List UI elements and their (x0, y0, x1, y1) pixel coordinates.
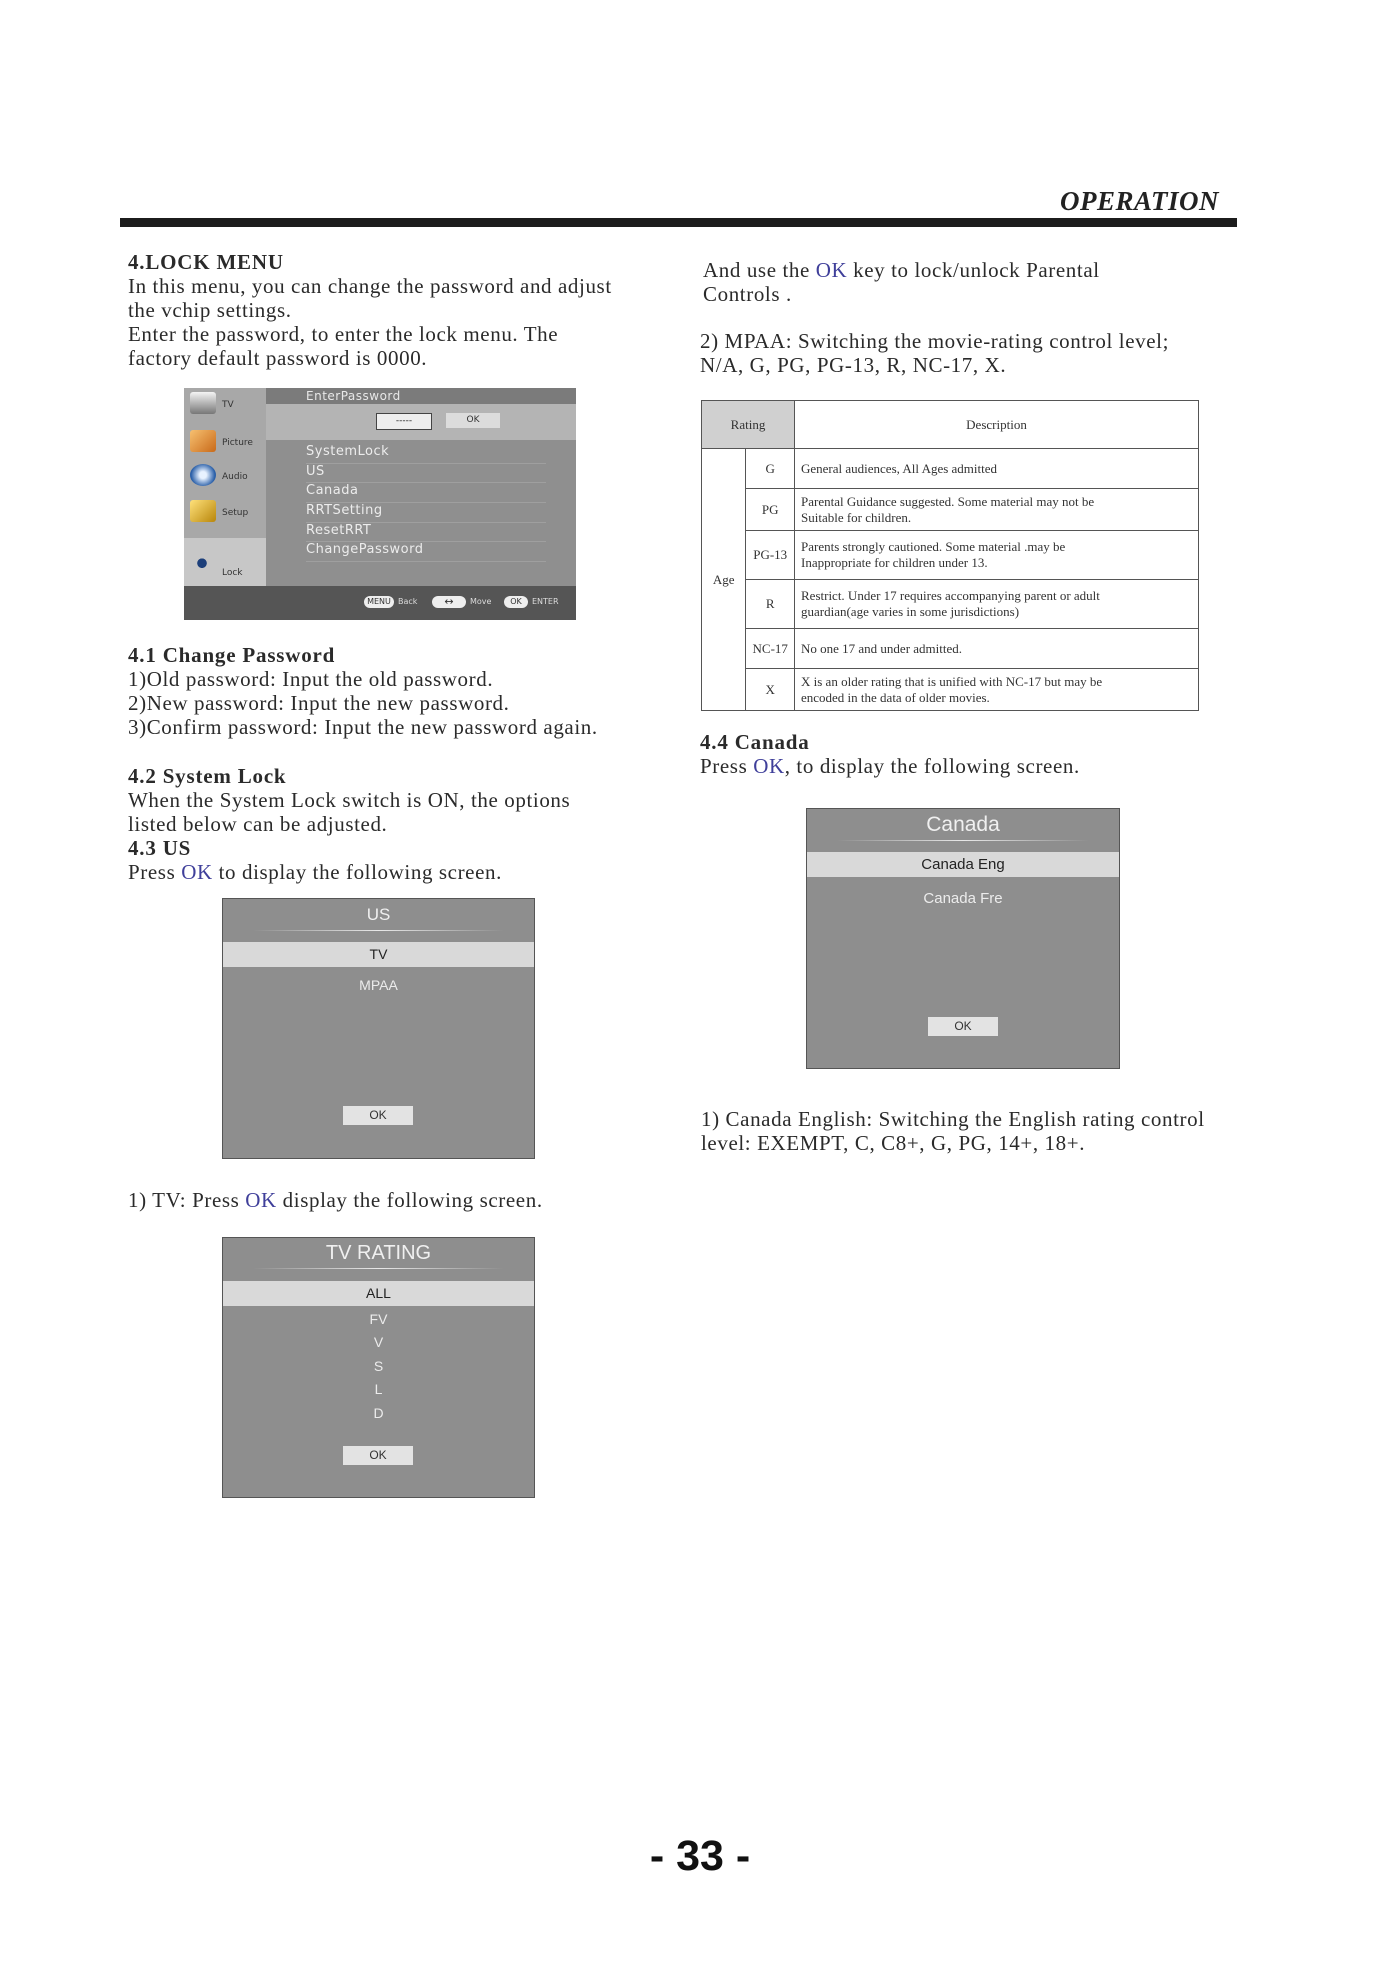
lock-menu-text-3: Enter the password, to enter the lock menu. The (128, 322, 559, 346)
sidebar-item-setup[interactable] (184, 496, 266, 532)
rating-description (795, 531, 1199, 580)
us-option-mpaa[interactable]: MPAA (359, 977, 398, 993)
us-heading: 4.3 US (128, 836, 192, 860)
ok-post: key to lock/unlock Parental (847, 258, 1100, 282)
menu-sidebar (184, 388, 266, 586)
tv-instruction (128, 1188, 543, 1212)
canada-english-text (701, 1107, 1205, 1155)
footer-move-label: Move (470, 597, 492, 606)
canada-english-text-1: 1) Canada English: Switching the English rating control (701, 1107, 1205, 1131)
lock-menu-text-2: the vchip settings. (128, 298, 292, 322)
lock-menu-screenshot (184, 388, 576, 620)
tv-icon (190, 392, 216, 414)
mpaa-text-2: N/A, G, PG, PG-13, R, NC-17, X. (700, 353, 1007, 377)
menu-option-rrt-setting[interactable]: RRTSetting (306, 503, 546, 523)
menu-key-badge: MENU (364, 596, 394, 608)
sidebar-item-audio[interactable] (184, 460, 266, 496)
tv-rating-option-s[interactable]: S (373, 1358, 384, 1374)
rating-code: PG (746, 489, 795, 531)
tv-rating-option-v[interactable]: V (373, 1334, 384, 1350)
table-row (702, 629, 1199, 669)
canada-screen (806, 808, 1120, 1069)
parental-controls-text (703, 258, 1100, 306)
footer-enter-label: ENTER (532, 597, 559, 606)
tv-instruction-post: display the following screen. (276, 1188, 543, 1212)
rating-code: NC-17 (746, 629, 795, 669)
rating-column-header: Rating (702, 401, 795, 449)
canada-instruction-pre: Press (700, 754, 754, 778)
move-arrows-icon: ↔ (432, 596, 466, 608)
system-lock-text-1: When the System Lock switch is ON, the options (128, 788, 571, 812)
rating-description (795, 669, 1199, 711)
header-rule (120, 218, 1237, 227)
tv-rating-option-l[interactable]: L (374, 1381, 383, 1397)
ok-pre: And use the (703, 258, 816, 282)
system-lock-section (128, 764, 570, 884)
audio-icon (190, 464, 216, 486)
sidebar-item-label: TV (222, 400, 234, 410)
system-lock-text-2: listed below can be adjusted. (128, 812, 388, 836)
us-option-tv[interactable]: TV (223, 942, 534, 967)
canada-ok-key: OK (753, 754, 785, 778)
menu-header-bar (266, 388, 576, 404)
rating-description-line: Inappropriate for children under 13. (801, 555, 988, 570)
page-number: - 33 - (649, 1832, 751, 1880)
lock-menu-section (128, 250, 612, 370)
table-row (702, 669, 1199, 711)
rating-description (795, 629, 1199, 669)
canada-instruction-post: , to display the following screen. (784, 754, 1080, 778)
page-header-title: OPERATION (1060, 186, 1220, 216)
sidebar-item-tv[interactable] (184, 388, 266, 424)
rating-description-line: Parental Guidance suggested. Some material may not be (801, 493, 1095, 509)
rating-code: X (746, 669, 795, 711)
change-password-step-3: 3)Confirm password: Input the new password again. (128, 715, 598, 739)
us-ok-button[interactable]: OK (343, 1106, 413, 1125)
us-instruction-pre: Press (128, 860, 182, 884)
rating-description-line: Restrict. Under 17 requires accompanying parent or adult (801, 588, 1100, 603)
password-input[interactable]: ----- (376, 413, 432, 430)
system-lock-heading: 4.2 System Lock (128, 764, 287, 788)
rating-code: PG-13 (746, 531, 795, 580)
sidebar-item-label: Lock (222, 568, 243, 578)
canada-ok-button[interactable]: OK (928, 1017, 998, 1036)
description-column-header: Description (795, 401, 1199, 449)
change-password-step-1: 1)Old password: Input the old password. (128, 667, 494, 691)
lock-menu-text-4: factory default password is 0000. (128, 346, 428, 370)
tv-rating-ok-button[interactable]: OK (343, 1446, 413, 1465)
menu-footer (184, 586, 576, 620)
rating-description-line: encoded in the data of older movies. (801, 689, 990, 705)
sidebar-item-picture[interactable] (184, 426, 266, 462)
menu-option-canada[interactable]: Canada (306, 483, 546, 503)
rating-description (795, 580, 1199, 629)
title-underline (253, 1268, 504, 1269)
rating-description (795, 449, 1199, 489)
canada-heading: 4.4 Canada (700, 730, 810, 754)
tv-rating-title: TV RATING (325, 1242, 432, 1264)
title-underline (253, 930, 504, 931)
rating-description-line: Suitable for children. (801, 509, 912, 525)
table-row (702, 489, 1199, 531)
mpaa-text-1: 2) MPAA: Switching the movie-rating control level; (700, 329, 1170, 353)
rating-description-line: No one 17 and under admitted. (801, 640, 963, 656)
lock-menu-heading: 4.LOCK MENU (128, 250, 284, 274)
picture-icon (190, 430, 216, 452)
table-row (702, 531, 1199, 580)
password-ok-button[interactable]: OK (446, 413, 500, 428)
canada-option-fre[interactable]: Canada Fre (923, 890, 1003, 907)
canada-section (700, 730, 1080, 778)
lock-menu-text-1: In this menu, you can change the password and adjust (128, 274, 612, 298)
us-ok-key: OK (181, 860, 213, 884)
change-password-step-2: 2)New password: Input the new password. (128, 691, 510, 715)
canada-instruction (700, 754, 1080, 778)
lock-icon (194, 550, 210, 572)
ok-key: OK (815, 258, 848, 282)
tv-ok-key: OK (245, 1188, 277, 1212)
setup-icon (190, 500, 216, 522)
canada-option-eng[interactable]: Canada Eng (807, 852, 1119, 877)
sidebar-item-label: Picture (222, 438, 253, 448)
menu-option-reset-rrt[interactable]: ResetRRT (306, 523, 546, 543)
menu-option-us[interactable]: US (306, 464, 546, 484)
change-password-heading: 4.1 Change Password (128, 643, 336, 667)
rating-description-line: General audiences, All Ages admitted (801, 460, 998, 476)
table-row (702, 449, 1199, 489)
tv-rating-option-fv[interactable]: FV (369, 1311, 388, 1327)
parental-controls-line-2: Controls . (703, 282, 792, 306)
mpaa-text (700, 329, 1169, 377)
change-password-section (128, 643, 598, 739)
us-screen-title: US (366, 905, 391, 924)
sidebar-item-label: Audio (222, 472, 248, 482)
rating-description (795, 489, 1199, 531)
rating-code: R (746, 580, 795, 629)
menu-option-system-lock[interactable]: SystemLock (306, 444, 546, 464)
password-row (266, 404, 576, 440)
mpaa-rating-table (701, 400, 1199, 711)
age-group-label: Age (702, 449, 746, 711)
menu-option-change-password[interactable]: ChangePassword (306, 542, 546, 562)
tv-rating-screen (222, 1237, 535, 1498)
us-screen (222, 898, 535, 1159)
canada-screen-title: Canada (926, 813, 1000, 836)
rating-code: G (746, 449, 795, 489)
footer-back-label: Back (398, 597, 418, 606)
menu-header-title: EnterPassword (306, 389, 401, 403)
tv-rating-option-d[interactable]: D (373, 1405, 384, 1421)
rating-description-line: Parents strongly cautioned. Some material .may be (801, 539, 1066, 554)
table-row (702, 580, 1199, 629)
parental-controls-line-1 (703, 258, 1100, 282)
tv-instruction-pre: 1) TV: Press (128, 1188, 246, 1212)
tv-rating-option-all[interactable]: ALL (223, 1281, 534, 1306)
canada-english-text-2: level: EXEMPT, C, C8+, G, PG, 14+, 18+. (701, 1131, 1086, 1155)
rating-description-line: guardian(age varies in some jurisdictions) (801, 604, 1020, 619)
rating-description-line: X is an older rating that is unified with NC-17 but may be (801, 673, 1103, 689)
ok-key-badge: OK (504, 596, 528, 608)
sidebar-item-label: Setup (222, 508, 249, 518)
sidebar-item-lock[interactable] (184, 546, 266, 582)
table-header-row (702, 401, 1199, 449)
us-instruction (128, 860, 570, 884)
title-underline (837, 840, 1089, 841)
us-instruction-post: to display the following screen. (212, 860, 502, 884)
menu-options (306, 444, 546, 562)
